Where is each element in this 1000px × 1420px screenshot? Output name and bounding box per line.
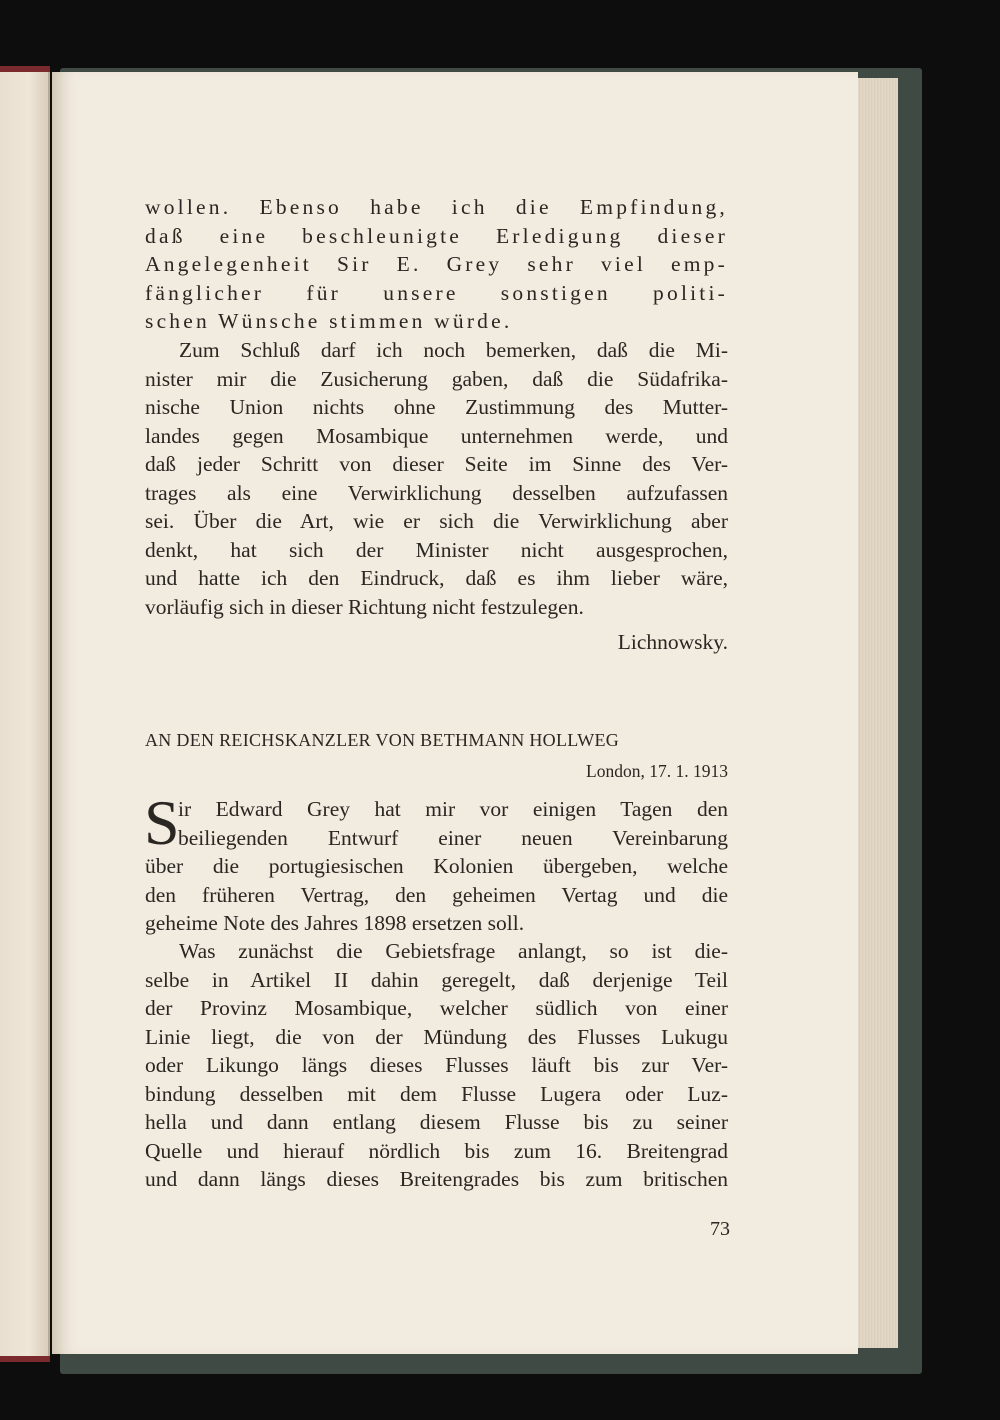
text-line: wollen. Ebenso habe ich die Empfindung, bbox=[145, 195, 728, 219]
text-line: nische Union nichts ohne Zustimmung des Mutter- bbox=[145, 395, 728, 419]
text-line: daß jeder Schritt von dieser Seite im Sinne des Ver- bbox=[145, 452, 728, 476]
text-line: ir Edward Grey hat mir vor einigen Tagen den bbox=[178, 797, 728, 821]
letter-heading: AN DEN REICHSKANZLER VON BETHMANN HOLLWEG bbox=[145, 730, 620, 750]
text-line: landes gegen Mosambique unternehmen werde, und bbox=[145, 423, 728, 448]
signature-block bbox=[145, 628, 728, 657]
text-line: schen Wünsche stimmen würde. bbox=[145, 309, 513, 333]
text-line: den früheren Vertrag, den geheimen Vertag und die bbox=[145, 882, 728, 907]
text-line: oder Likungo längs dieses Flusses läuft bis zur Ver- bbox=[145, 1053, 728, 1077]
text-line: bindung desselben mit dem Flusse Lugera oder Luz- bbox=[145, 1081, 728, 1106]
text-line: fänglicher für unsere sonstigen politi- bbox=[145, 280, 728, 305]
paragraph-conclusion bbox=[145, 336, 728, 621]
text-line: nister mir die Zusicherung gaben, daß die Südafrika- bbox=[145, 366, 728, 391]
dateline: London, 17. 1. 1913 bbox=[586, 761, 728, 781]
text-line: hella und dann entlang diesem Flusse bis zu seiner bbox=[145, 1110, 728, 1134]
signature: Lichnowsky. bbox=[617, 630, 728, 654]
text-line: Angelegenheit Sir E. Grey sehr viel emp- bbox=[145, 252, 728, 276]
text-line: der Provinz Mosambique, welcher südlich von einer bbox=[145, 996, 728, 1020]
text-line: und dann längs dieses Breitengrades bis zum britischen bbox=[145, 1167, 728, 1191]
text-line: daß eine beschleunigte Erledigung dieser bbox=[145, 223, 728, 248]
drop-cap: S bbox=[144, 787, 180, 858]
text-line: Quelle und hierauf nördlich bis zum 16. Breitengrad bbox=[145, 1138, 728, 1163]
text-line: über die portugiesischen Kolonien übergeben, welche bbox=[145, 854, 728, 878]
text-line: geheime Note des Jahres 1898 ersetzen soll. bbox=[145, 911, 525, 935]
paragraph-continuation bbox=[145, 193, 728, 336]
text-line: beiliegenden Entwurf einer neuen Vereinbarung bbox=[178, 825, 728, 850]
text-line: sei. Über die Art, wie er sich die Verwirklichung aber bbox=[145, 509, 728, 533]
page-number: 73 bbox=[710, 1218, 730, 1240]
left-cover-edge-top bbox=[0, 66, 50, 72]
text-line: vorläufig sich in dieser Richtung nicht festzulegen. bbox=[145, 594, 584, 619]
letter-heading-block bbox=[145, 726, 728, 755]
text-line: selbe in Artikel II dahin geregelt, daß derjenige Teil bbox=[145, 967, 728, 992]
text-line: denkt, hat sich der Minister nicht ausgesprochen, bbox=[145, 537, 728, 562]
left-cover-edge-bottom bbox=[0, 1356, 50, 1362]
text-line: Zum Schluß darf ich noch bemerken, daß die Mi- bbox=[179, 338, 728, 362]
text-line: Linie liegt, die von der Mündung des Flusses Lukugu bbox=[145, 1024, 728, 1049]
paragraph-opening bbox=[144, 787, 728, 938]
paragraph-territory bbox=[145, 937, 728, 1194]
dateline-block bbox=[145, 757, 728, 786]
text-line: und hatte ich den Eindruck, daß es ihm lieber wäre, bbox=[145, 566, 728, 590]
previous-page-edge bbox=[0, 70, 50, 1360]
text-line: Was zunächst die Gebietsfrage anlangt, so ist die- bbox=[179, 939, 728, 963]
text-line: trages als eine Verwirklichung desselben aufzufassen bbox=[145, 480, 728, 505]
